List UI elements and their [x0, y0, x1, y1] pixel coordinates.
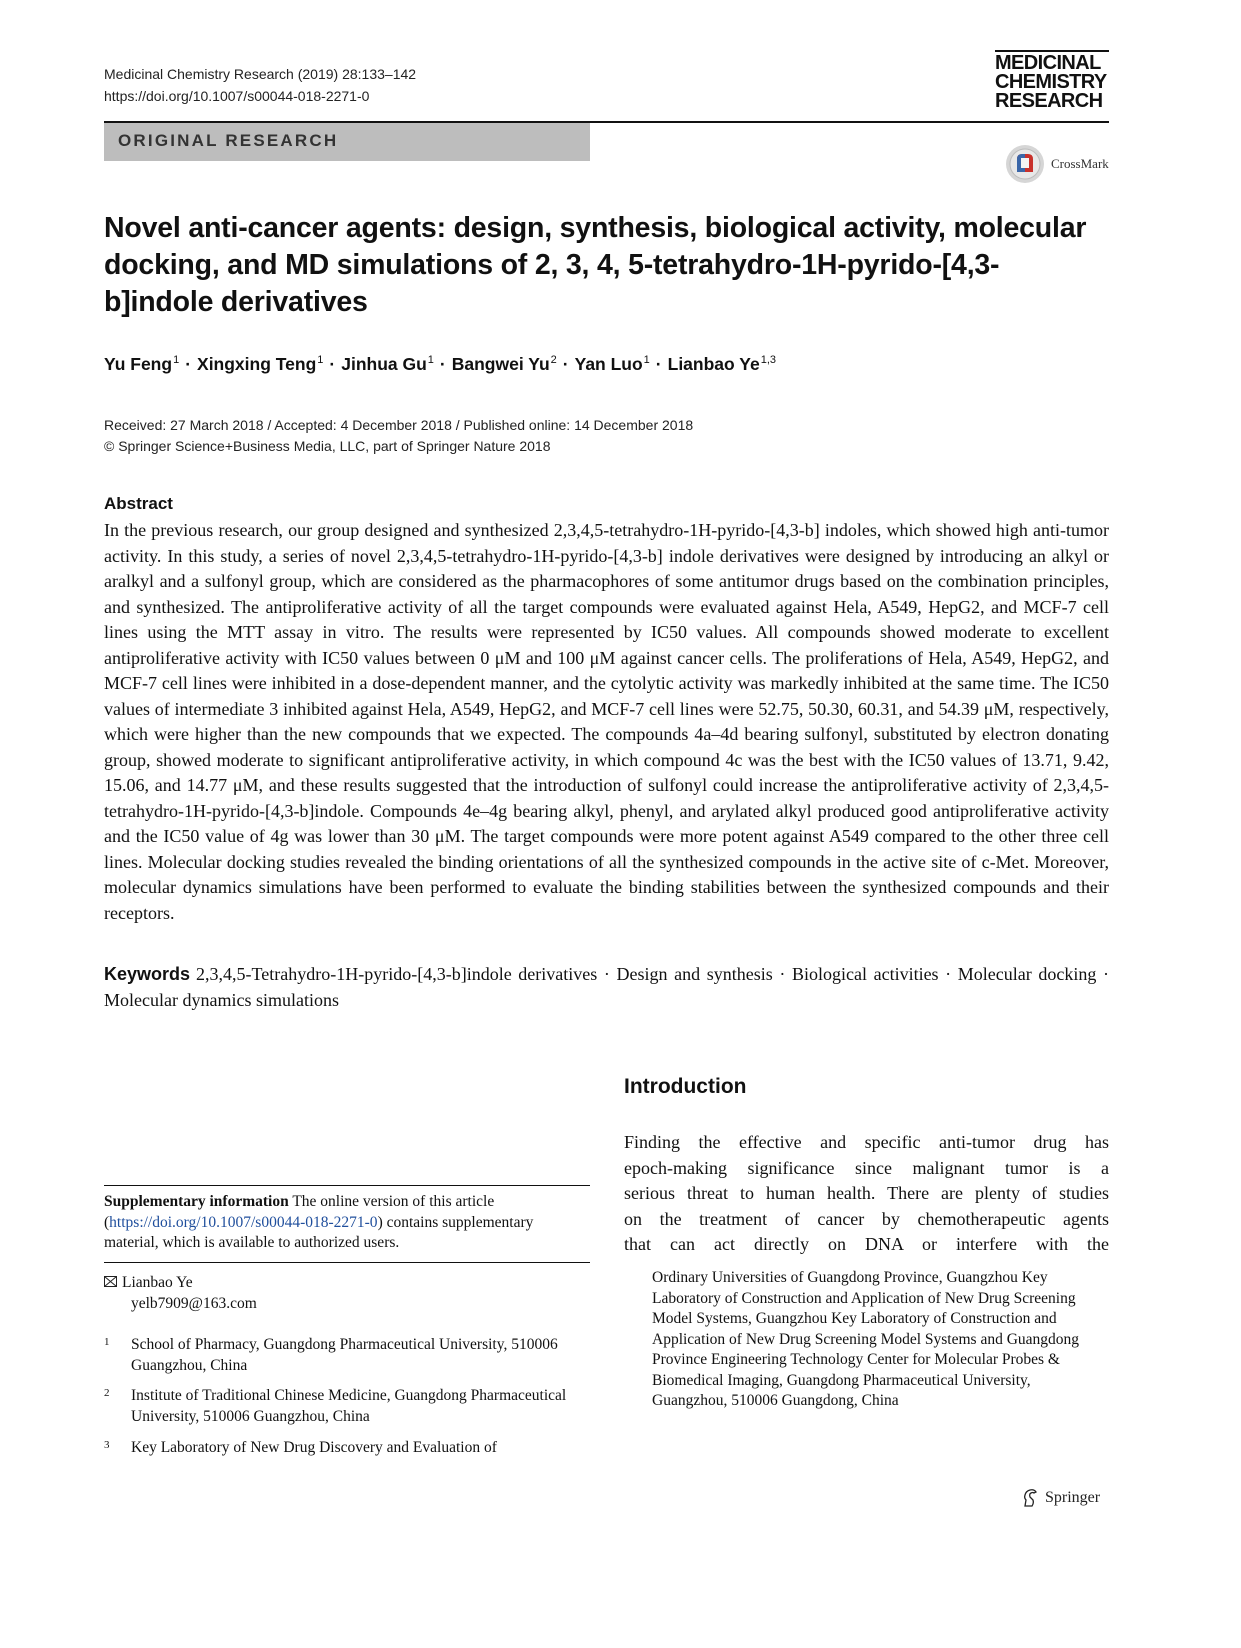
author-list — [104, 354, 776, 375]
keywords-label: Keywords — [104, 964, 191, 984]
logo-line-1: MEDICINAL — [995, 52, 1101, 74]
springer-label: Springer — [1045, 1489, 1101, 1506]
received-accepted-published: Received: 27 March 2018 / Accepted: 4 December 2018 / Published online: 14 December 2018 — [104, 417, 694, 433]
springer-horse-icon — [1021, 1488, 1039, 1508]
supplementary-link[interactable]: https://doi.org/10.1007/s00044-018-2271-0 — [109, 1213, 378, 1231]
crossmark-icon — [1005, 144, 1045, 184]
publication-dates — [104, 415, 693, 457]
springer-logo — [1021, 1488, 1100, 1508]
affiliation-text: Key Laboratory of New Drug Discovery and Evaluation of — [131, 1439, 497, 1456]
supplementary-rule-top — [104, 1185, 590, 1186]
author-name[interactable]: Lianbao Ye — [667, 354, 760, 374]
journal-citation: Medicinal Chemistry Research (2019) 28:133–142 — [104, 66, 417, 82]
envelope-icon — [104, 1273, 122, 1294]
author-affiliation: 2 — [550, 354, 557, 367]
keywords-text: 2,3,4,5-Tetrahydro-1H-pyrido-[4,3-b]indole derivatives · Design and synthesis · Biological activities · Molecular docking · Molecular dynamics simulations — [104, 964, 1109, 1010]
article-type-ribbon — [104, 123, 590, 161]
author-name[interactable]: Bangwei Yu — [451, 354, 550, 374]
supplementary-text-before: The online version of this article ( — [104, 1193, 495, 1231]
logo-line-2: CHEMISTRY — [995, 71, 1107, 93]
author-name[interactable]: Yu Feng — [104, 354, 173, 374]
affiliation-number: 1 — [104, 1336, 110, 1348]
abstract-text: In the previous research, our group designed and synthesized 2,3,4,5-tetrahydro-1H-pyrido-[4,3-b] indoles, which showed high anti-tumor activity. In this study, a series of novel 2,3,4,5-tetrahydro-1H-pyrido-[4,3-b] indole derivatives were designed by introducing an alkyl or aralkyl and a sulfonyl group, which are considered as the pharmacophores of some antitumor drugs based on the combination principles, and synthesized. The antiproliferative activity of all the target compounds were evaluated against Hela, A549, HepG2, and MCF-7 cell lines using the MTT assay in vitro. The results were represented by IC50 values. All compounds showed moderate to excellent antiproliferative activity with IC50 values between 0 μM and 100 μM against cancer cells. The proliferations of Hela, A549, HepG2, and MCF-7 cell lines were inhibited in a dose-dependent manner, and the cytolytic activity was markedly inhibited at the same time. The IC50 values of intermediate 3 inhibited against Hela, A549, HepG2, and MCF-7 cell lines were 52.75, 50.30, 60.31, and 54.39 μM, respectively, which were higher than the new compounds that we expected. The compounds 4a–4d bearing sulfonyl, substituted by electron donating group, showed moderate to significant antiproliferative activity, in which compound 4c was the best with the IC50 values of 13.71, 9.42, 15.06, and 14.77 μM, and these results suggested that the introduction of sulfonyl could increase the antiproliferative activity of 2,3,4,5-tetrahydro-1H-pyrido-[4,3-b]indole. Compounds 4e–4g bearing alkyl, phenyl, and arylated alkyl produced good antiproliferative activity and the IC50 value of 4g was lower than 30 μM. The target compounds were more potent against A549 compared to the other three cell lines. Molecular docking studies revealed the binding orientations of all the synthesized compounds in the active site of c-Met. Moreover, molecular dynamics simulations have been performed to evaluate the binding stabilities between the synthesized compounds and their receptors. — [104, 520, 1109, 923]
corresponding-email[interactable]: yelb7909@163.com — [131, 1294, 257, 1312]
author-affiliation: 1 — [317, 354, 324, 367]
author-affiliation: 1 — [173, 354, 180, 367]
affiliation-continued: Ordinary Universities of Guangdong Province, Guangzhou Key Laboratory of Construction and Application of New Drug Screening Model Systems, Guangzhou Key Laboratory of Construction and Application of New Drug Screening Model Systems and Guangdong Province Engineering Technology Center for Molecular Probes & Biomedical Imaging, Guangdong Pharmaceutical University, Guangzhou, 510006 Guangdong, China — [652, 1269, 1080, 1409]
author-name[interactable]: Xingxing Teng — [197, 354, 317, 374]
affiliation-item — [104, 1335, 590, 1376]
affiliation-item — [104, 1438, 590, 1459]
introduction-body — [624, 1130, 1109, 1258]
supplementary-information — [104, 1192, 590, 1254]
author-name[interactable]: Yan Luo — [574, 354, 643, 374]
author-name[interactable]: Jinhua Gu — [341, 354, 427, 374]
abstract-body — [104, 518, 1109, 926]
separator-dot: · — [329, 354, 336, 374]
affiliation-number: 3 — [104, 1439, 110, 1451]
crossmark-badge[interactable] — [1005, 144, 1109, 184]
affiliation-text: Institute of Traditional Chinese Medicine, Guangdong Pharmaceutical University, 510006 Guangzhou, China — [131, 1387, 567, 1425]
affiliation-item — [104, 1386, 590, 1427]
copyright: © Springer Science+Business Media, LLC, part of Springer Nature 2018 — [104, 438, 551, 454]
affiliation-number: 2 — [104, 1387, 110, 1399]
intro-line: on the treatment of cancer by chemotherapeutic agents — [624, 1208, 1109, 1229]
intro-line: serious threat to human health. There are plenty of studies — [624, 1183, 1109, 1203]
logo-line-3: RESEARCH — [995, 90, 1103, 112]
intro-line: Finding the effective and specific anti-tumor drug has — [624, 1132, 1109, 1152]
article-type: ORIGINAL RESEARCH — [118, 131, 339, 150]
separator-dot: · — [655, 354, 662, 374]
corresponding-name: Lianbao Ye — [122, 1274, 193, 1291]
affiliation-text: School of Pharmacy, Guangdong Pharmaceutical University, 510006 Guangzhou, China — [131, 1336, 558, 1374]
supplementary-rule-bottom — [104, 1262, 590, 1263]
article-title: Novel anti-cancer agents: design, synthesis, biological activity, molecular docking, and MD simulations of 2, 3, 4, 5-tetrahydro-1H-pyrido-[4,3-b]indole derivatives — [104, 212, 1087, 318]
crossmark-label: CrossMark — [1051, 156, 1109, 171]
intro-line: that can act directly on DNA or interfere with the — [624, 1234, 1109, 1254]
supplementary-text-after: ) contains supplementary material, which is available to authorized users. — [104, 1213, 534, 1251]
keywords — [104, 962, 1109, 1013]
author-affiliation: 1,3 — [760, 354, 776, 367]
corresponding-author — [104, 1273, 257, 1314]
separator-dot: · — [562, 354, 569, 374]
abstract-heading: Abstract — [104, 494, 173, 513]
separator-dot: · — [185, 354, 192, 374]
journal-logo — [995, 54, 1107, 111]
supplementary-label: Supplementary information — [104, 1193, 289, 1210]
separator-dot: · — [439, 354, 446, 374]
introduction-heading: Introduction — [624, 1075, 747, 1098]
author-affiliation: 1 — [427, 354, 434, 367]
author-affiliation: 1 — [643, 354, 650, 367]
journal-citation-block — [104, 63, 416, 107]
intro-line: epoch-making significance since malignant tumor is a — [624, 1157, 1109, 1178]
doi-link[interactable]: https://doi.org/10.1007/s00044-018-2271-0 — [104, 88, 370, 104]
